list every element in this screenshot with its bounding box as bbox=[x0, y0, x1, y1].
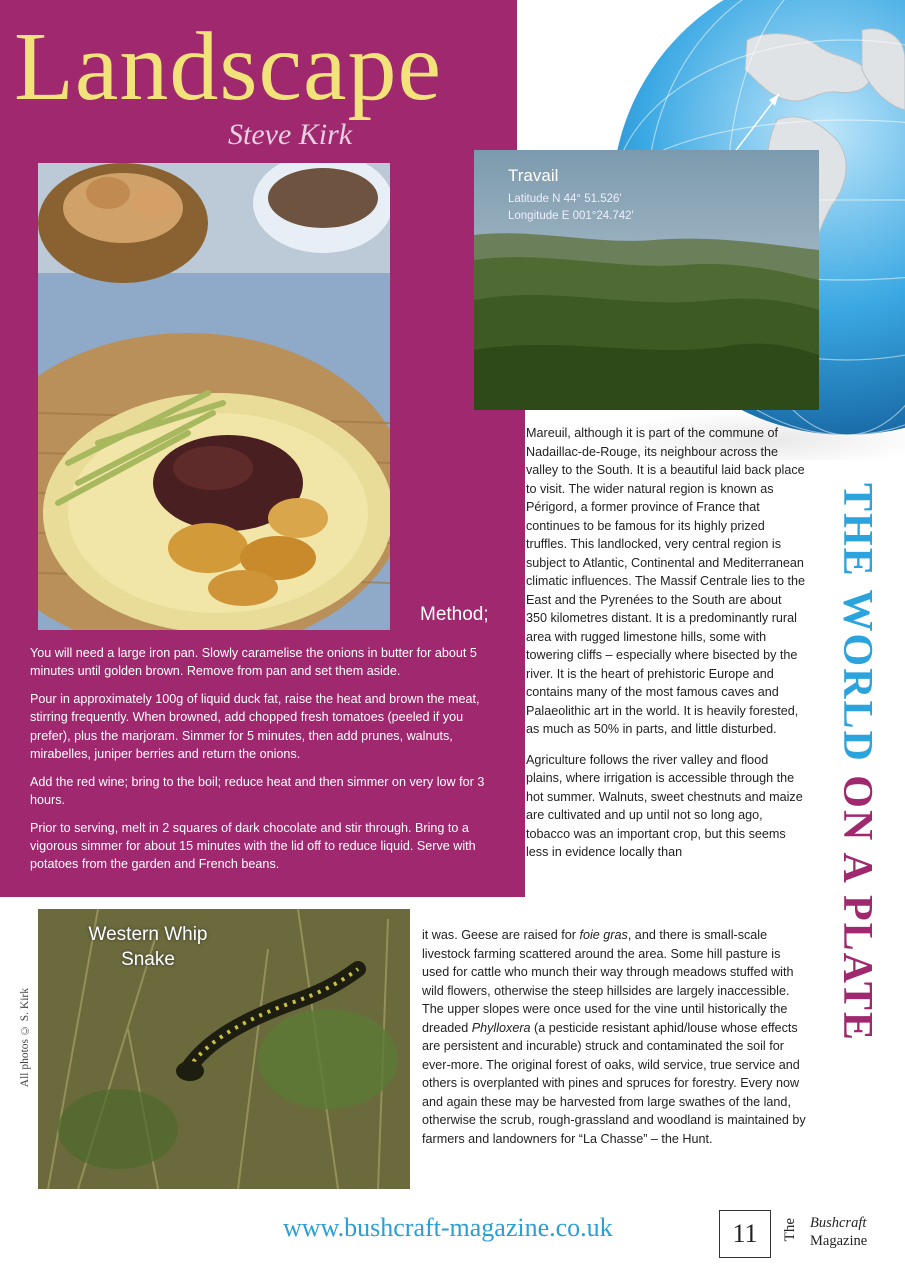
method-heading: Method; bbox=[420, 604, 489, 625]
snake-caption-line: Western Whip bbox=[88, 924, 208, 945]
series-title-part2: ON A PLATE bbox=[834, 775, 880, 1042]
article-text: (a pesticide resistant aphid/louse whose effects are persistent and incurable) struck and contaminated the soil for ever-more. The original forest of oaks, wild service, true service and others is overplanted with pines and spruces for forestry. Every now and again these may be harvested from large swathes of the land, otherwise the scrub, rough-grassland and woodland is maintained by farmers and landowners for “La Chasse” – the Hunt. bbox=[422, 1020, 806, 1146]
magazine-logo-magazine: Magazine bbox=[810, 1233, 868, 1250]
website-link[interactable]: www.bushcraft-magazine.co.uk bbox=[283, 1213, 613, 1242]
article-text: it was. Geese are raised for bbox=[422, 928, 580, 942]
magenta-background-strip bbox=[517, 410, 525, 897]
article-text: , and there is small-scale livestock farming scattered around the area. Some hill pasture is used for cattle who munch their way through meadows stuffed with wild flowers, otherwise the steep hillsides are largely inaccessible. The upper slopes were once used for the vine until historically the dreaded bbox=[422, 928, 794, 1035]
series-title-part1: THE WORLD bbox=[834, 483, 880, 776]
article-paragraph: Mareuil, although it is part of the commune of Nadaillac-de-Rouge, its neighbour across the valley to the South. It is a beautiful laid back place to visit. The wider natural region is known as Périgord, a former province of France that continues to be famous for its highly prized truffles. This landlocked, very central region is subject to Atlantic, Continental and Mediterranean climatic influences. The Massif Centrale lies to the East and the Pyrenées to the South are about 350 kilometres distant. It is a predominantly rural area with rugged limestone hills, some with towering cliffs – especially where bisected by the river. It is the heart of prehistoric Europe and contains many of the most famous caves and Palaeolithic art in the world. It is heavily forested, as much as 50% in parts, and little disturbed. bbox=[526, 426, 806, 736]
series-title-vertical bbox=[833, 483, 881, 1042]
magazine-logo-bushcraft: Bushcraft bbox=[810, 1215, 867, 1231]
method-paragraph: You will need a large iron pan. Slowly caramelise the onions in butter for about 5 minutes until golden brown. Remove from pan and set them aside. bbox=[30, 646, 477, 679]
method-paragraph: Pour in approximately 100g of liquid duck fat, raise the heat and brown the meat, stirring frequently. When browned, add chopped fresh tomatoes (peeled if you prefer), plus the marjoram. Simmer for 5 minutes, then add prunes, walnuts, mirabelles, juniper berries and return the onions. bbox=[30, 692, 480, 761]
snake-photo-caption bbox=[58, 922, 238, 972]
landscape-photo bbox=[474, 150, 819, 410]
article-text-emphasis: foie gras bbox=[579, 928, 628, 942]
method-text bbox=[30, 644, 500, 883]
author-name: Steve Kirk bbox=[228, 118, 353, 151]
photo-credit: All photos © S. Kirk bbox=[19, 988, 31, 1088]
longitude-text: Longitude E 001°24.742' bbox=[508, 210, 634, 222]
food-photo bbox=[38, 163, 390, 630]
article-bottom-paragraph bbox=[422, 926, 806, 1148]
page-title: Landscape bbox=[14, 13, 442, 121]
method-paragraph: Prior to serving, melt in 2 squares of dark chocolate and stir through. Bring to a vigorous simmer for about 15 minutes with the lid off to reduce liquid. Serve with potatoes from the garden and French beans. bbox=[30, 821, 476, 872]
page-number: 11 bbox=[719, 1210, 771, 1258]
magazine-logo-the: The bbox=[782, 1218, 798, 1242]
article-text-emphasis: Phylloxera bbox=[471, 1020, 531, 1035]
article-column bbox=[526, 424, 806, 874]
method-paragraph: Add the red wine; bring to the boil; reduce heat and then simmer on very low for 3 hours. bbox=[30, 774, 485, 807]
magazine-logo bbox=[810, 1214, 867, 1250]
latitude-text: Latitude N 44° 51.526' bbox=[508, 193, 622, 205]
snake-caption-line: Snake bbox=[121, 949, 175, 971]
landscape-photo-caption: Travail bbox=[508, 166, 559, 185]
article-paragraph: Agriculture follows the river valley and flood plains, where irrigation is accessible through the hot summer. Walnuts, sweet chestnuts and maize are cultivated and up until not so long ago, tobacco was an important crop, but this seems less in evidence locally than bbox=[526, 752, 803, 859]
